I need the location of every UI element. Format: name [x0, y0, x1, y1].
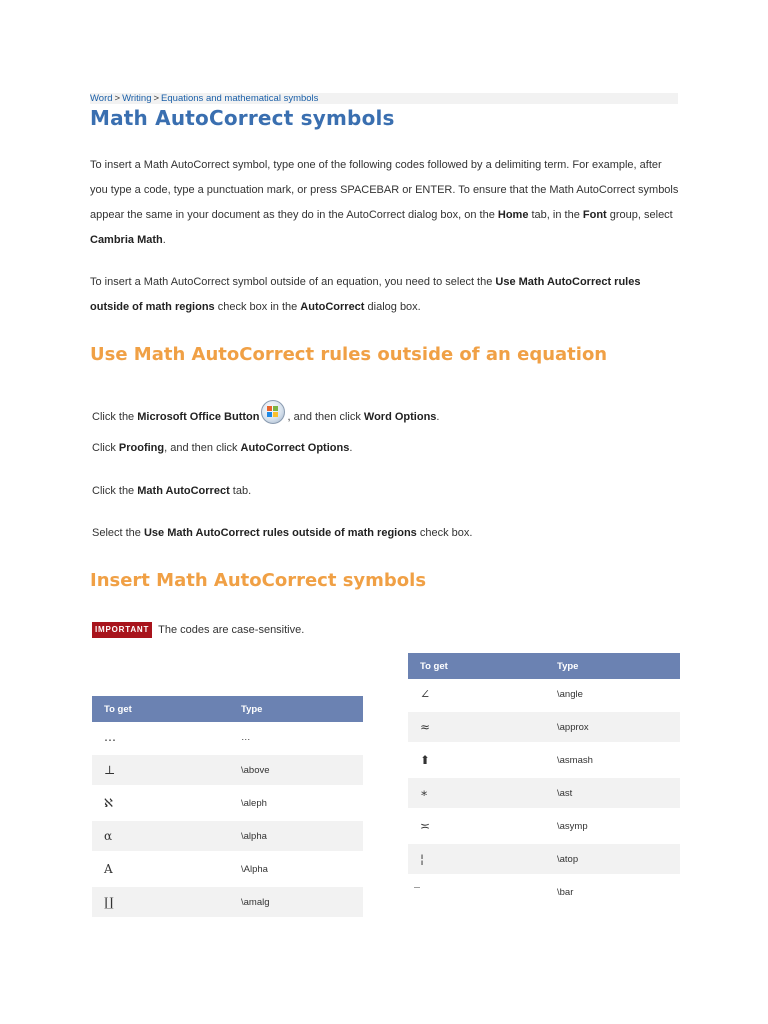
intro-text: check box in the	[214, 301, 301, 313]
step-text: Select the	[92, 527, 144, 539]
symbol-cell: ∠	[420, 687, 431, 701]
code-cell: \amalg	[229, 884, 363, 917]
code-cell: \above	[229, 752, 363, 785]
microsoft-office-button-icon	[261, 400, 285, 424]
step-text: , and then click	[164, 442, 241, 454]
column-header-type: Type	[545, 653, 680, 679]
intro-text: To insert a Math AutoCorrect symbol, type one of the following codes followed by a delimiting term. For example, after you type a code, type a punctuation mark, or press SPACEBAR or ENTER. To ensure that the Math AutoCorrect symbols appear the same in your document as they do in the AutoCorrect dialog box, on the	[90, 159, 679, 221]
table-row	[92, 851, 363, 884]
cambria-math-label: Cambria Math	[90, 234, 163, 246]
section-heading-insert-symbols: Insert Math AutoCorrect symbols	[90, 570, 427, 591]
column-header-to-get: To get	[92, 696, 229, 722]
breadcrumb	[90, 93, 678, 104]
intro-paragraph-2	[90, 270, 680, 320]
step-text: , and then click	[287, 411, 364, 423]
code-cell: \angle	[557, 688, 583, 700]
symbols-table-left	[92, 696, 363, 917]
table-row	[92, 818, 363, 851]
proofing-label: Proofing	[118, 442, 165, 454]
table-row	[92, 722, 363, 752]
code-cell: \bar	[545, 874, 680, 907]
section-heading-use-rules: Use Math AutoCorrect rules outside of an equation	[90, 344, 608, 365]
table-row	[408, 709, 680, 742]
intro-text: .	[162, 234, 166, 246]
table-row	[408, 775, 680, 808]
intro-text: group, select	[606, 209, 673, 221]
column-header-type: Type	[229, 696, 363, 722]
column-header-to-get: To get	[408, 653, 545, 679]
step-text: .	[349, 442, 353, 454]
rule-checkbox-label: Use Math AutoCorrect rules outside of math regions	[90, 276, 641, 313]
math-autocorrect-tab-label: Math AutoCorrect	[137, 485, 230, 497]
code-cell: \asymp	[545, 808, 680, 841]
step-text: .	[436, 411, 440, 423]
table-row	[408, 679, 680, 709]
symbol-cell: …	[104, 730, 116, 744]
step-4	[92, 526, 472, 540]
symbol-cell: ¦	[408, 841, 545, 874]
step-text: Click	[92, 442, 119, 454]
symbol-cell: ∗	[408, 775, 545, 808]
breadcrumb-separator: >	[114, 93, 121, 104]
code-cell: \asmash	[545, 742, 680, 775]
table-row	[408, 841, 680, 874]
home-tab-label: Home	[497, 209, 529, 221]
table-row	[92, 785, 363, 818]
rule-checkbox-label: Use Math AutoCorrect rules outside of math regions	[143, 527, 417, 539]
symbol-cell: ℵ	[92, 785, 229, 818]
symbols-table-right	[408, 653, 680, 907]
table-header-row	[408, 653, 680, 679]
code-cell: \Alpha	[229, 851, 363, 884]
intro-text: To insert a Math AutoCorrect symbol outside of an equation, you need to select the	[90, 276, 496, 288]
symbol-cell: ≈	[408, 709, 545, 742]
code-cell: \alpha	[229, 818, 363, 851]
important-badge: IMPORTANT	[92, 622, 152, 638]
symbol-cell: Α	[92, 851, 229, 884]
word-options-label: Word Options	[363, 411, 437, 423]
table-header-row	[92, 696, 363, 722]
important-note	[92, 622, 304, 638]
breadcrumb-link-equations[interactable]: Equations and mathematical symbols	[161, 93, 319, 104]
symbol-cell: ⊥	[92, 752, 229, 785]
code-cell: …	[241, 731, 251, 743]
symbol-cell: ≍	[408, 808, 545, 841]
symbol-cell	[408, 874, 545, 907]
code-cell: \ast	[545, 775, 680, 808]
font-group-label: Font	[582, 209, 607, 221]
step-text: check box.	[416, 527, 473, 539]
symbol-cell: α	[92, 818, 229, 851]
autocorrect-options-label: AutoCorrect Options	[240, 442, 350, 454]
code-cell: \approx	[545, 709, 680, 742]
breadcrumb-link-writing[interactable]: Writing	[122, 93, 152, 104]
step-text: Click the	[92, 411, 138, 423]
breadcrumb-link-word[interactable]: Word	[90, 93, 113, 104]
table-row	[408, 808, 680, 841]
autocorrect-dialog-label: AutoCorrect	[300, 301, 365, 313]
intro-paragraph-1	[90, 153, 680, 253]
table-row	[408, 742, 680, 775]
code-cell: \atop	[545, 841, 680, 874]
step-3	[92, 484, 251, 498]
symbol-cell: ⬆	[408, 742, 545, 775]
breadcrumb-separator: >	[153, 93, 160, 104]
step-text: tab.	[229, 485, 252, 497]
code-cell: \aleph	[229, 785, 363, 818]
table-row	[92, 884, 363, 917]
table-row	[408, 874, 680, 907]
step-1	[92, 400, 439, 424]
table-row	[92, 752, 363, 785]
important-text: The codes are case-sensitive.	[158, 624, 305, 636]
step-2	[92, 441, 352, 455]
intro-text: dialog box.	[364, 301, 421, 313]
step-text: Click the	[92, 485, 138, 497]
symbol-cell: ∐	[92, 884, 229, 917]
page-title: Math AutoCorrect symbols	[90, 106, 395, 130]
intro-text: tab, in the	[528, 209, 583, 221]
office-button-label: Microsoft Office Button	[137, 411, 260, 423]
